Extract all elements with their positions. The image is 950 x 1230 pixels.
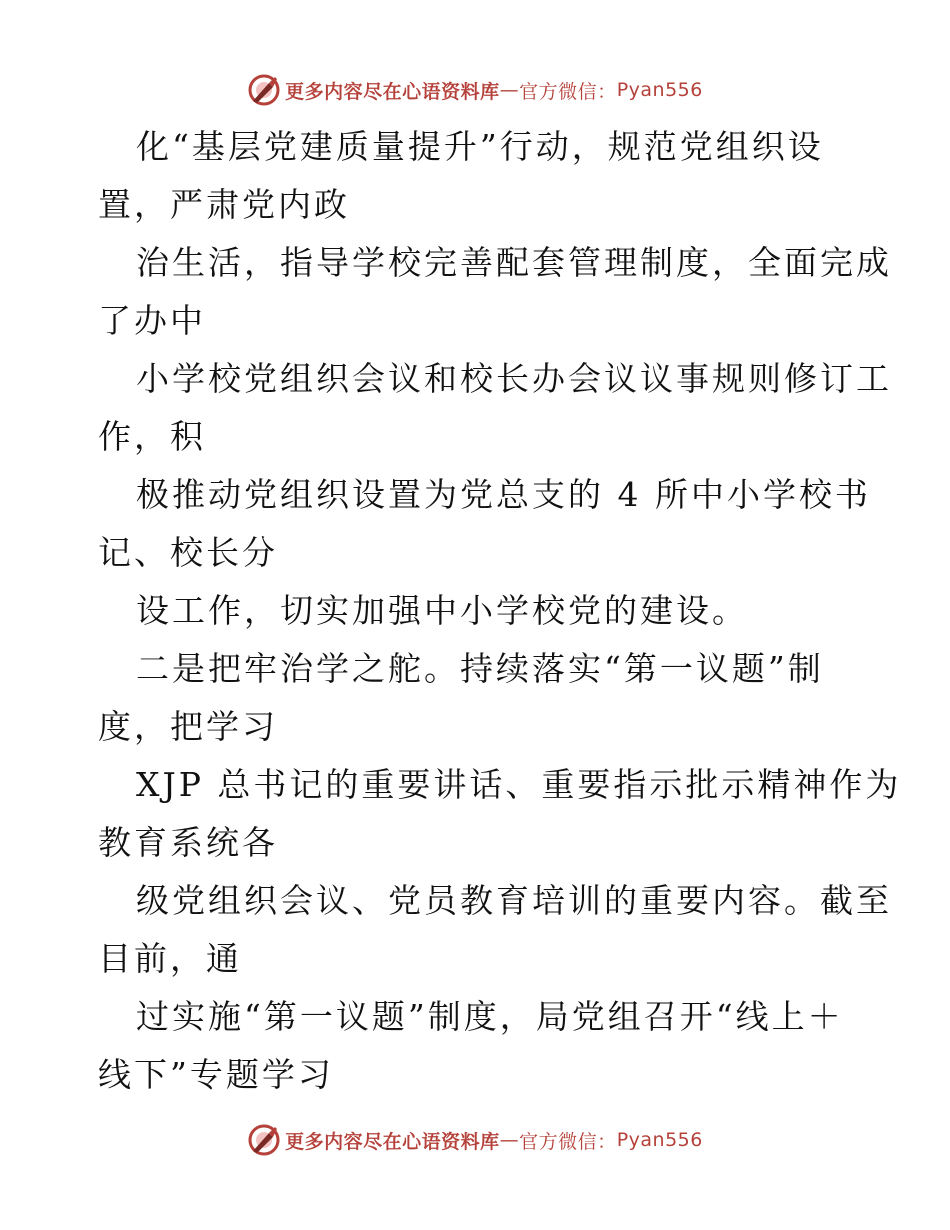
text-line: 设工作，切实加强中小学校党的建设。	[136, 591, 748, 630]
header-watermark	[0, 70, 950, 110]
pen-logo-icon	[247, 1123, 281, 1157]
watermark-brand: 更多内容尽在心语资料库	[285, 1130, 500, 1153]
text-line: 级党组织会议、党员教育培训的重要内容。截至	[136, 881, 892, 920]
text-line: 小学校党组织会议和校长办会议议事规则修订工	[136, 359, 892, 398]
watermark-id: Pyan556	[616, 79, 703, 101]
text-line: 作，积	[98, 417, 206, 456]
watermark-dash: —	[499, 1129, 520, 1151]
text-line: XJP 总书记的重要讲话、重要指示批示精神作为	[136, 765, 902, 804]
watermark-dash: —	[499, 79, 520, 101]
text-line: 化“基层党建质量提升”行动，规范党组织设	[136, 127, 824, 166]
text-line: 置，严肃党内政	[98, 185, 350, 224]
text-line: 记、校长分	[98, 533, 278, 572]
text-line: 线下”专题学习	[98, 1055, 334, 1094]
text-line: 治生活，指导学校完善配套管理制度，全面完成	[136, 243, 892, 282]
text-line: 了办中	[98, 301, 206, 340]
text-line: 教育系统各	[98, 823, 278, 862]
text-line: 极推动党组织设置为党总支的 4 所中小学校书	[136, 475, 871, 514]
document-body	[98, 118, 902, 1104]
text-line: 目前，通	[98, 939, 242, 978]
text-line: 度，把学习	[98, 707, 278, 746]
text-line: 二是把牢治学之舵。持续落实“第一议题”制	[136, 649, 824, 688]
watermark-label: 官方微信：	[519, 80, 617, 103]
watermark-label: 官方微信：	[519, 1130, 617, 1153]
watermark-id: Pyan556	[616, 1129, 703, 1151]
pen-logo-icon	[247, 73, 281, 107]
footer-watermark	[0, 1120, 950, 1160]
text-line: 过实施“第一议题”制度，局党组召开“线上＋	[136, 997, 844, 1036]
watermark-brand: 更多内容尽在心语资料库	[285, 80, 500, 103]
